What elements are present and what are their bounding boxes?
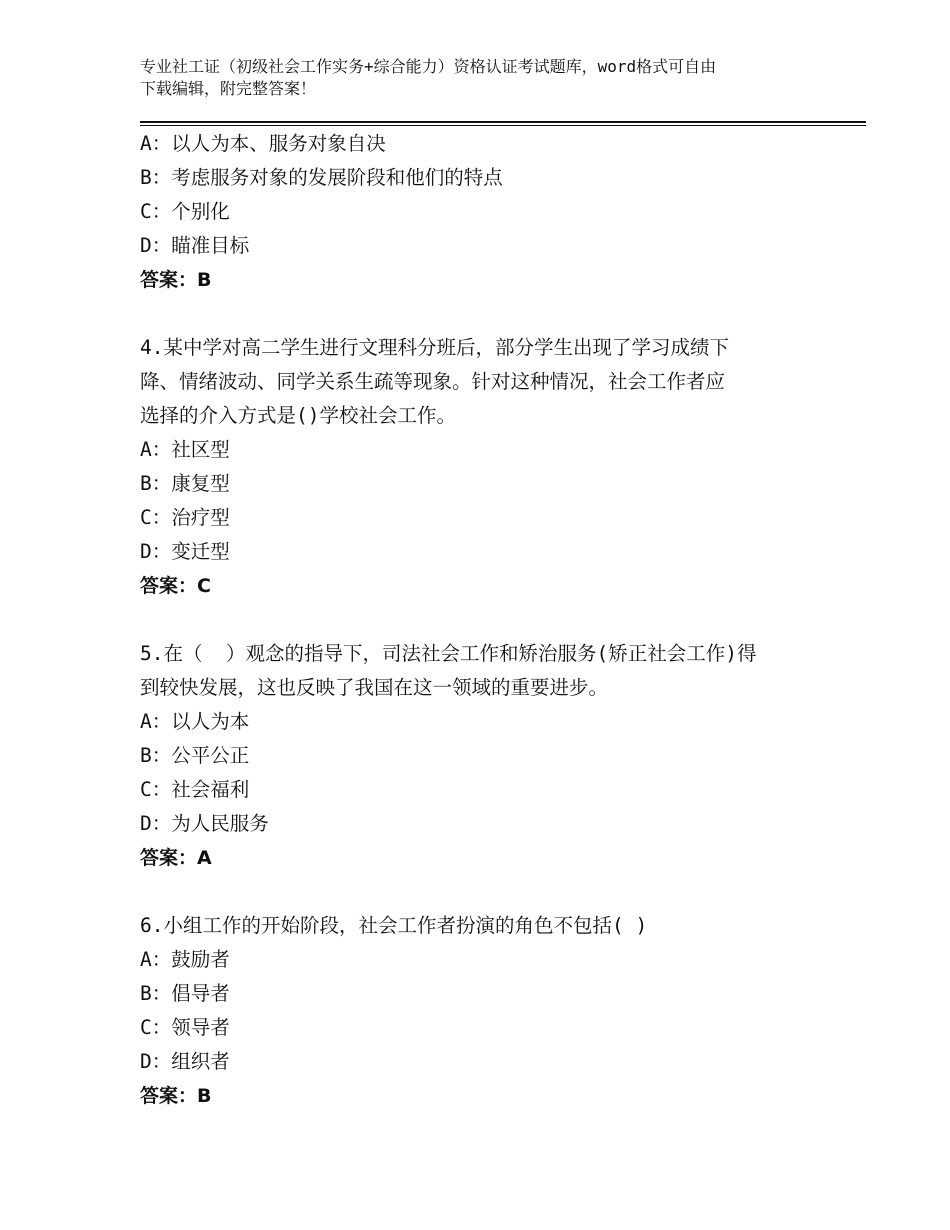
- question-3-continued: [140, 127, 820, 297]
- option-b: B：公平公正: [140, 744, 250, 767]
- option-d: D：组织者: [140, 1050, 230, 1073]
- question-stem-line: 选择的介入方式是()学校社会工作。: [140, 404, 456, 427]
- header-divider-thin: [140, 125, 866, 126]
- option-b: B：康复型: [140, 472, 230, 495]
- header-line-1: 专业社工证（初级社会工作实务+综合能力）资格认证考试题库，word格式可自由: [140, 57, 717, 76]
- question-stem-line: 5.在（ ）观念的指导下，司法社会工作和矫治服务(矫正社会工作)得: [140, 642, 757, 665]
- answer-line: 答案：B: [140, 269, 212, 291]
- option-d: D：瞄准目标: [140, 234, 250, 257]
- option-a: A：以人为本、服务对象自决: [140, 132, 386, 155]
- header-line-2: 下载编辑，附完整答案！: [140, 79, 317, 98]
- spacer: [140, 297, 820, 331]
- option-c: C：治疗型: [140, 506, 230, 529]
- document-header: [140, 56, 820, 100]
- answer-line: 答案：B: [140, 1085, 212, 1107]
- option-a: A：社区型: [140, 438, 230, 461]
- option-a: A：以人为本: [140, 710, 250, 733]
- option-c: C：领导者: [140, 1016, 230, 1039]
- question-stem-line: 6.小组工作的开始阶段，社会工作者扮演的角色不包括( ): [140, 914, 648, 937]
- question-5: [140, 637, 820, 875]
- spacer: [140, 875, 820, 909]
- header-divider-thick: [140, 121, 866, 123]
- question-4: [140, 331, 820, 603]
- question-stem-line: 降、情绪波动、同学关系生疏等现象。针对这种情况，社会工作者应: [140, 370, 726, 393]
- option-d: D：为人民服务: [140, 812, 269, 835]
- question-6: [140, 909, 820, 1113]
- question-list: [140, 127, 820, 1113]
- option-a: A：鼓励者: [140, 948, 230, 971]
- question-stem-line: 4.某中学对高二学生进行文理科分班后，部分学生出现了学习成绩下: [140, 336, 729, 359]
- option-c: C：个别化: [140, 200, 230, 223]
- question-stem-line: 到较快发展，这也反映了我国在这一领域的重要进步。: [140, 676, 609, 699]
- option-b: B：考虑服务对象的发展阶段和他们的特点: [140, 166, 503, 189]
- option-b: B：倡导者: [140, 982, 230, 1005]
- option-d: D：变迁型: [140, 540, 230, 563]
- spacer: [140, 603, 820, 637]
- option-c: C：社会福利: [140, 778, 250, 801]
- answer-line: 答案：A: [140, 847, 212, 869]
- answer-line: 答案：C: [140, 575, 211, 597]
